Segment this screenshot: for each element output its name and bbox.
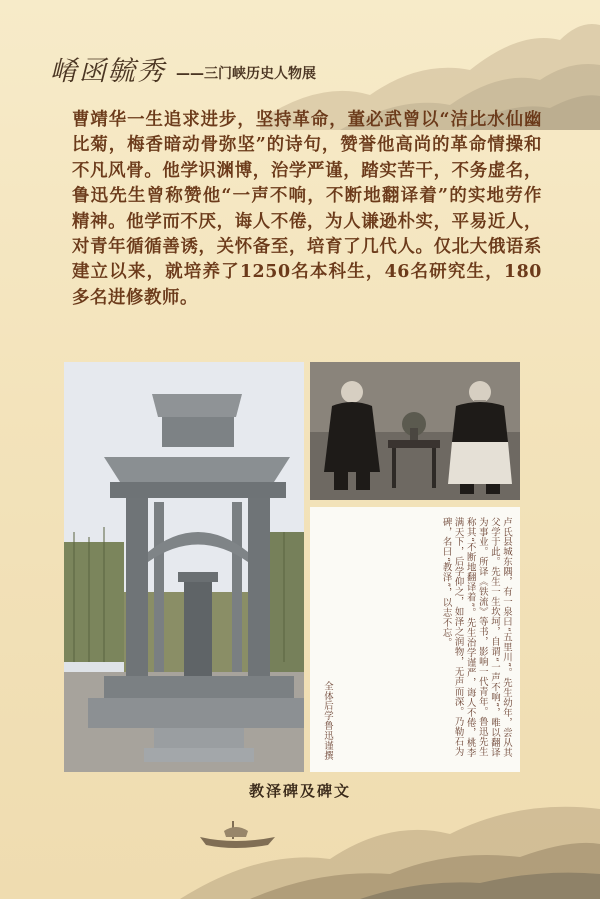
mountain-landscape-bottom [0,779,600,899]
inscription-text: 卢氏县城东隅，有一泉曰“五里川”。先生幼年，尝从其父学于此。先生一生坎坷，自谓“一声不响”，唯以翻译为事业。所译《铁流》等书，影响一代青年。鲁迅先生称其“不断地翻译着”。先生治学谨严，诲人不倦，桃李满天下，后学仰之，如泽之润物，无声而深。乃勒石为碑，名曰“教泽”，以志不忘。 [440,517,512,758]
portrait-photo [310,362,520,500]
photo-caption: 教泽碑及碑文 [248,782,351,800]
page-title: 崤函毓秀 [50,56,166,87]
inscription-signature: 全体后学鲁迅谨撰 [322,681,333,761]
biography-paragraph: 曹靖华一生追求进步，坚持革命，董必武曾以“洁比水仙幽比菊，梅香暗动骨弥坚”的诗句，赞誉他高尚的革命情操和不凡风骨。他学识渊博，治学严谨，踏实苦干，不务虚名，鲁迅先生曾称赞他“一声不响，不断地翻译着”的实地劳作精神。他学而不厌，诲人不倦，为人谦逊朴实，平易近人，对青年循循善诱，关怀备至，培育了几代人。仅北大俄语系建立以来，就培养了1250名本科生，46名研究生，180多名进修教师。 [72,110,542,308]
header [50,38,316,88]
inscription-photo [310,507,520,772]
monument-photo [64,362,304,772]
page-subtitle: ——三门峡历史人物展 [176,66,316,82]
